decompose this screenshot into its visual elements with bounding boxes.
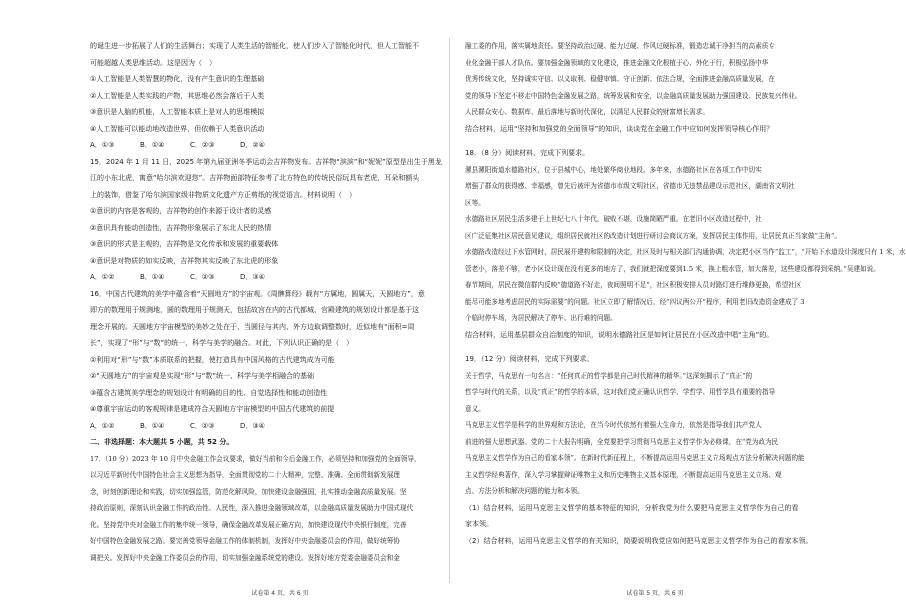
- q16-choice-a: A．①②: [90, 421, 115, 430]
- q19-para-line-8: 点、方法分析和解决问题的能力和本领。: [465, 487, 584, 495]
- page-footer-right: 试卷第 5 页，共 6 页: [626, 590, 684, 597]
- q19-para-line-5: 前进的强大思想武器。党的二十大报告明确，全党要把学习贯彻马克思主义哲学作为必修课，在“党为政为民: [465, 437, 779, 446]
- q17-line-1: 17．（10 分）2023 年 10 月中央金融工作会议要求，做好当前和今后金融工作，必须坚持和加强党的全面领导，: [90, 454, 421, 463]
- q16-choice-b: B．①④: [140, 421, 165, 430]
- left-column: [90, 38, 442, 566]
- q19-subquestion-2: （2）结合材料，运用马克思主义哲学的有关知识，简要说明我党应如何把马克思主义哲学作为自己的看家本领。: [465, 536, 813, 545]
- q19-heading: 19．（12 分）阅读材料，完成下列要求。: [465, 355, 594, 363]
- q14-choice-c: C．②③: [190, 141, 215, 149]
- page-footer-left: 试卷第 4 页，共 6 页: [251, 590, 309, 597]
- q17-line-2: 以习近平新时代中国特色社会主义思想为指导，全面贯彻党的二十大精神，完整、准确、全面贯彻新发展理: [90, 471, 400, 479]
- q15-choice-d: D．③④: [240, 273, 265, 281]
- q18-para-line-6: 水德路改造经过下水管网时，居民展开建构和限制的决定，社区及时与相关部门沟通协调，决定把小区当作“监工”，“开始下水道设计深度只有 1 米，水: [465, 248, 906, 256]
- q15-stem-line-3: 上的装饰，借鉴了哈尔滨国家级非物质文化遗产方正剪纸的视觉语言。材料说明（ ）: [90, 190, 356, 199]
- q16-stem-line-3: 理念开展的。天圆地方宇宙模型的美妙之处在于，当圆径与其内、外方边取调整数时，近似地有“面积=周: [90, 322, 415, 331]
- column-divider: [449, 38, 450, 583]
- q19-subquestion-1-cont: 家本领。: [465, 520, 493, 528]
- q16-stem-line-2: 即方的数理用于规测地，圆的数理用于规测天，包括故宫在内的古代都城、官殿建筑的规划设计都是基于这: [90, 306, 419, 314]
- q19-para-line-2: 哲学与时代的关系，以及“真正”的哲学的本质，这对我们党正确认识哲学、学哲学、用哲学具有重要的指导: [465, 388, 776, 396]
- q18-para-line-9: 能尽可能多地考虑居民的实际需要”的问题。社区立即了解情况后，经“四议两公开”程序，利用老旧改造资金建成了 3: [465, 297, 805, 306]
- q15-stem-line-1: 15．2024 年 1 月 11 日，2025 年第九届亚洲冬季运动会吉祥物发布。吉祥物“滨滨”和“妮妮”原型是出生于黑龙: [90, 157, 442, 166]
- q19-para-line-3: 意义。: [465, 404, 485, 413]
- q19-para-line-1: 关于哲学，马克思有一句名言：“任何真正的哲学都是自己时代精神的精华。”这深刻揭示了“真正”的: [465, 371, 753, 380]
- q15-choice-a: A．①②: [90, 273, 115, 281]
- q18-heading: 18．（8 分）阅读材料，完成下列要求。: [465, 149, 590, 157]
- q17-line-3: 念，时刻创新理论和实践，切实加强监管，防范化解风险，加快建设金融强国，扎实推动金融高质量发展。坚: [90, 487, 407, 496]
- q17-line-7: 调把关。发挥好中央金融工作委员会的作用，切实加强金融系统党的建设。发挥好地方党委金融委员会和金: [90, 553, 400, 562]
- q19-para-line-7: 主义哲学经典著作，深入学习掌握辩证唯物主义和历史唯物主义基本原理，不断提高运用马克思主义立场、观: [465, 470, 782, 479]
- q19-subquestion-1: （1）结合材料，运用马克思主义哲学的基本特征的知识，分析我党为什么要把马克思主义哲学作为自己的看: [465, 503, 799, 512]
- section-2-heading: 二、非选择题：本大题共 5 小题，共 52 分。: [90, 438, 234, 446]
- q16-choices: [90, 418, 435, 435]
- q17-cont-line-5: 人民群众安心、数据库、最后落地与新时代深化，以满足人民群众的财富增长需求。: [465, 108, 709, 116]
- q17-question: 结合材料，运用“坚持和加强党的全面领导”的知识，谈谈党在金融工作中应如何发挥领导核心作用？: [465, 124, 774, 133]
- q14-choice-b: B．①④: [140, 141, 165, 149]
- q18-para-line-4: 水德路社区居民生活多建于上世纪七八十年代，破败不堪，设施简陋严重。在老旧小区改造过程中，社: [465, 215, 762, 223]
- q17-line-4: 持政治原则，深刻认识金融工作的政治性、人民性，深入推进金融领域改革，以金融高质量发展助力中国式现代: [90, 504, 414, 512]
- q17-cont-line-3: 优秀传统文化，坚持诚实守信、以义取利、稳健审慎、守正创新、依法合规，全面推进金融高质量发展，在: [465, 75, 775, 83]
- q17-line-5: 化。坚持党中央对金融工作的集中统一领导，确保金融改革发展正确方向，加快建设现代中央银行制度，完善: [90, 520, 407, 529]
- q15-option-1: ①意识的内容是客观的，吉祥物的创作来源于设计者的灵感: [90, 207, 272, 215]
- q18-para-line-2: 增强了群众的获得感、幸福感，曾先后被评为省德市市级文明社区，省德市无违禁品建设示范社区，湖南省文明社: [465, 182, 795, 190]
- q17-line-6: 好中国特色金融发展之路。要完善党领导金融工作的体制机制，发挥好中央金融委员会的作用，做好统筹协: [90, 537, 400, 545]
- q16-stem-line-1: 16．中国古代建筑的美学中蕴含着“天圆地方”的宇宙观。《周髀算经》载有“方属地，圆属天，天圆地方”，意: [90, 289, 425, 298]
- q15-choice-c: C．②③: [190, 273, 215, 281]
- q15-stem-line-2: 江的小东北虎，寓意“哈尔滨欢迎您”。吉祥物面部特征参考了北方特色的传统民俗玩具布老虎，耳朵和额头: [90, 174, 420, 182]
- q15-choices: [90, 269, 435, 286]
- right-column: [465, 38, 906, 549]
- q14-stem-line-2: 可能超越人类思维活动。这是因为（ ）: [90, 58, 216, 67]
- q18-para-line-5: 区广泛征集社区居民意见建议，组织居民就社区的改造计划进行研讨会商议方案，发挥居民主体作用，让居民真正当家做“主角”。: [465, 231, 841, 240]
- q16-option-4: ④尊重宇宙运动的客观规律是建成符合天圆地方宇宙模型的中国古代建筑的前提: [90, 405, 335, 413]
- q14-option-3: ③意识是人脑的机能，人工智能本质上是对人的思维模拟: [90, 108, 265, 116]
- q18-para-line-3: 区等。: [465, 198, 485, 207]
- q16-stem-line-4: 长”，实现了“形”与“数”的统一，科学与美学的融合。对此，下列认识正确的是（ ）: [90, 339, 354, 347]
- q18-para-line-1: 漯县漯阳街道水德路社区，位于县城中心，地处繁华商业地段。多年来，水德路社区在各项工作中切实: [465, 165, 762, 174]
- q15-option-3: ③意识的形式是主观的，吉祥物是文化传承和发展的重要载体: [90, 240, 279, 248]
- q16-option-2: ②“天圆地方”的宇宙观是实现“形”与“数”统一、科学与美学相融合的基础: [90, 372, 315, 380]
- q19-para-line-6: 马克思主义哲学作为自己的看家本领”。在新时代新征程上，不断提高运用马克思主义立场观点方法分析解决问题的能: [465, 454, 805, 462]
- q14-choice-a: A．①③: [90, 141, 115, 149]
- q16-option-3: ③蕴含古建筑美学理念的规划设计有明确的目的性、自觉选择性和能动创造性: [90, 388, 328, 397]
- q17-cont-line-2: 业化金融干部人才队伍。要加强金融领域的文化建设，推进金融文化根植于心、外化于行，积极弘扬中华: [465, 58, 769, 67]
- q14-choices: [90, 137, 435, 154]
- q16-choice-c: C．②③: [190, 421, 215, 430]
- q19-para-line-4: 马克思主义哲学是科学的世界观和方法论，在当今时代依然有着强大生命力，依然是指导我们共产党人: [465, 421, 762, 429]
- q18-para-line-10: 个临时停车场，为居民解决了停车、出行难的问题。: [465, 314, 617, 322]
- q15-option-2: ②意识具有能动创造性，吉祥物形象展示了东北人民的热情: [90, 223, 272, 232]
- q14-choice-d: D．②④: [240, 141, 265, 149]
- q17-cont-line-1: 融工委的作用，落实属地责任。要坚持政治过硬、能力过硬、作风过硬标准，锻造忠诚干净担当的高素质专: [465, 42, 775, 50]
- q18-para-line-7: 管老小，落差不够，老小区设计现在没有更多的地方了，我们就把深度要到1.5 米，换上粗水管，加大落差，这些建设都得到采纳。”吴建如说。: [465, 264, 880, 273]
- q18-question: 结合材料，运用基层群众自治制度的知识，说明水德路社区是如何让居民在小区改造中唱“主角”的。: [465, 330, 774, 339]
- q15-option-4: ④意识是对物质的如实反映，吉祥物其实反映了东北虎的形象: [90, 256, 279, 265]
- q14-stem-line-1: 的诞生进一步拓展了人们的生活舞台；实现了人类生活的智能化，使人们步入了智能化时代，但人工智能不: [90, 42, 419, 50]
- q15-choice-b: B．①④: [140, 273, 165, 281]
- q14-option-2: ②人工智能是人类实践的产物，其思维必然会落后于人类: [90, 91, 265, 100]
- q18-para-line-8: 春节期间，居民在微信群内反映“德道路不好走，夜间照明不足”，社区积极安排人员对路灯进行维修更换，希望社区: [465, 281, 802, 289]
- q16-option-1: ①利用对“形”与“数”本质联系的把握，使打造具有中国风格的古代建筑成为可能: [90, 355, 335, 364]
- q14-option-4: ④人工智能可以能动地改造世界，但依赖于人类意识活动: [90, 124, 265, 133]
- q14-option-1: ①人工智能是人类智慧的物化，没有产生意识的生理基础: [90, 75, 265, 83]
- q17-cont-line-4: 党的领导下坚定不移走中国特色金融发展之路，统筹发展和安全，以金融高质量发展助力强国建设、民族复兴伟业。: [465, 91, 802, 100]
- q16-choice-d: D．③④: [240, 421, 265, 430]
